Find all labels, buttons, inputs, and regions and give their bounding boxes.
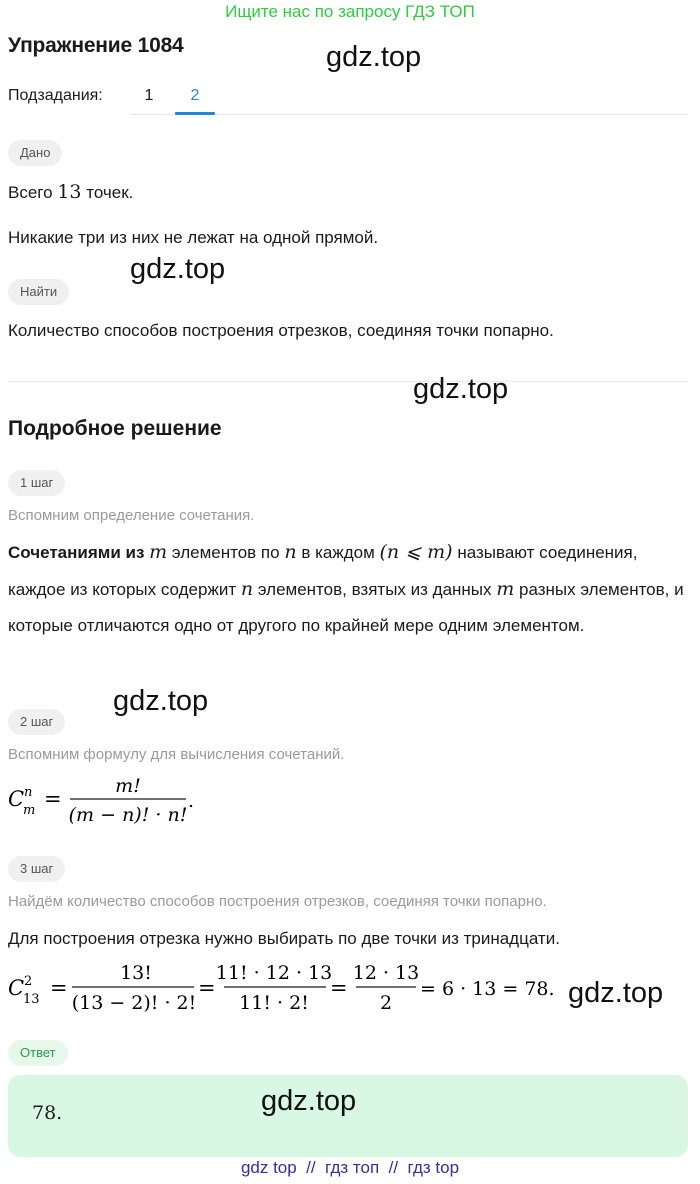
step-1-hint: Вспомним определение сочетания. xyxy=(8,507,255,524)
fraction-1-numerator: 13! xyxy=(120,962,152,984)
var-m: m xyxy=(149,541,168,563)
condition: (n ⩽ m) xyxy=(379,541,453,563)
given-line-1 xyxy=(8,181,133,203)
fraction-3-denominator: 2 xyxy=(379,992,393,1014)
step-1-badge: 1 шаг xyxy=(8,470,65,496)
page-title: Упражнение 1084 xyxy=(8,34,184,57)
formula-equals: = xyxy=(44,787,62,811)
formula-sub: 13 xyxy=(23,992,40,1007)
formula-c: C xyxy=(8,976,25,1000)
definition-text: называют соединения, каждое из которых содержит xyxy=(8,543,638,599)
tab-subtask-2[interactable]: 2 xyxy=(190,87,200,104)
step-2-hint: Вспомним формулу для вычисления сочетаний. xyxy=(8,746,345,763)
formula-c: C xyxy=(8,787,25,811)
answer-value: 78. xyxy=(32,1102,63,1124)
fraction-1-denominator: (13 − 2)! · 2! xyxy=(71,992,197,1014)
answer-badge: Ответ xyxy=(8,1040,68,1066)
step-2-badge: 2 шаг xyxy=(8,709,65,735)
step-3-badge: 3 шаг xyxy=(8,856,65,882)
search-hint-banner: Ищите нас по запросу ГДЗ ТОП xyxy=(225,2,475,21)
watermark: gdz.top xyxy=(326,41,422,73)
given-badge: Дано xyxy=(8,140,62,166)
fraction-2-numerator: 11! · 12 · 13 xyxy=(215,962,333,984)
formula-period: . xyxy=(188,790,195,812)
fraction-3-numerator: 12 · 13 xyxy=(352,962,420,984)
watermark: gdz.top xyxy=(568,977,664,1009)
formula-sup: 2 xyxy=(24,974,33,989)
formula-equals: = xyxy=(50,976,68,1000)
definition-text: разных элементов, и которые отличаются одно от другого по крайней мере одним элементом. xyxy=(8,580,684,635)
given-line-2: Никакие три из них не лежат на одной прямой. xyxy=(8,228,379,247)
var-m: m xyxy=(496,578,515,600)
given-line-1-suffix: точек. xyxy=(86,183,134,202)
solution-title: Подробное решение xyxy=(8,417,222,440)
watermark: gdz.top xyxy=(261,1085,357,1117)
find-text: Количество способов построения отрезков, соединяя точки попарно. xyxy=(8,321,554,340)
given-point-count: 13 xyxy=(57,181,82,203)
active-tab-indicator xyxy=(175,112,215,115)
formula-equals: = xyxy=(198,976,216,1000)
tab-subtask-1[interactable]: 1 xyxy=(144,87,154,104)
footer-links: gdz top // гдз топ // гдз top xyxy=(240,1158,460,1177)
formula-denominator: (m − n)! · n! xyxy=(68,804,188,826)
formula-numerator: m! xyxy=(115,775,141,797)
section-divider xyxy=(8,381,688,382)
definition-text: элементов по xyxy=(171,543,280,562)
combination-formula xyxy=(6,768,206,830)
step-3-text: Для построения отрезка нужно выбирать по две точки из тринадцати. xyxy=(8,929,560,948)
find-badge: Найти xyxy=(8,279,69,305)
formula-result: = 6 · 13 = 78. xyxy=(420,978,555,1000)
watermark: gdz.top xyxy=(130,253,226,285)
fraction-2-denominator: 11! · 2! xyxy=(239,992,309,1014)
formula-sup: n xyxy=(24,785,33,800)
var-n: n xyxy=(240,578,254,600)
definition-term: Сочетаниями из xyxy=(8,543,145,562)
subtasks-label: Подзадания: xyxy=(8,87,103,104)
definition-text: в каждом xyxy=(301,543,375,562)
definition-text: элементов, взятых из данных xyxy=(257,580,492,599)
watermark: gdz.top xyxy=(413,373,509,405)
step-3-hint: Найдём количество способов построения отрезков, соединяя точки попарно. xyxy=(8,893,547,910)
var-n: n xyxy=(284,541,297,563)
formula-equals: = xyxy=(330,976,348,1000)
calculation-formula xyxy=(6,955,566,1019)
formula-sub: m xyxy=(23,803,36,818)
watermark: gdz.top xyxy=(113,685,209,717)
given-line-1-prefix: Всего xyxy=(8,183,53,202)
combination-definition xyxy=(8,534,692,644)
